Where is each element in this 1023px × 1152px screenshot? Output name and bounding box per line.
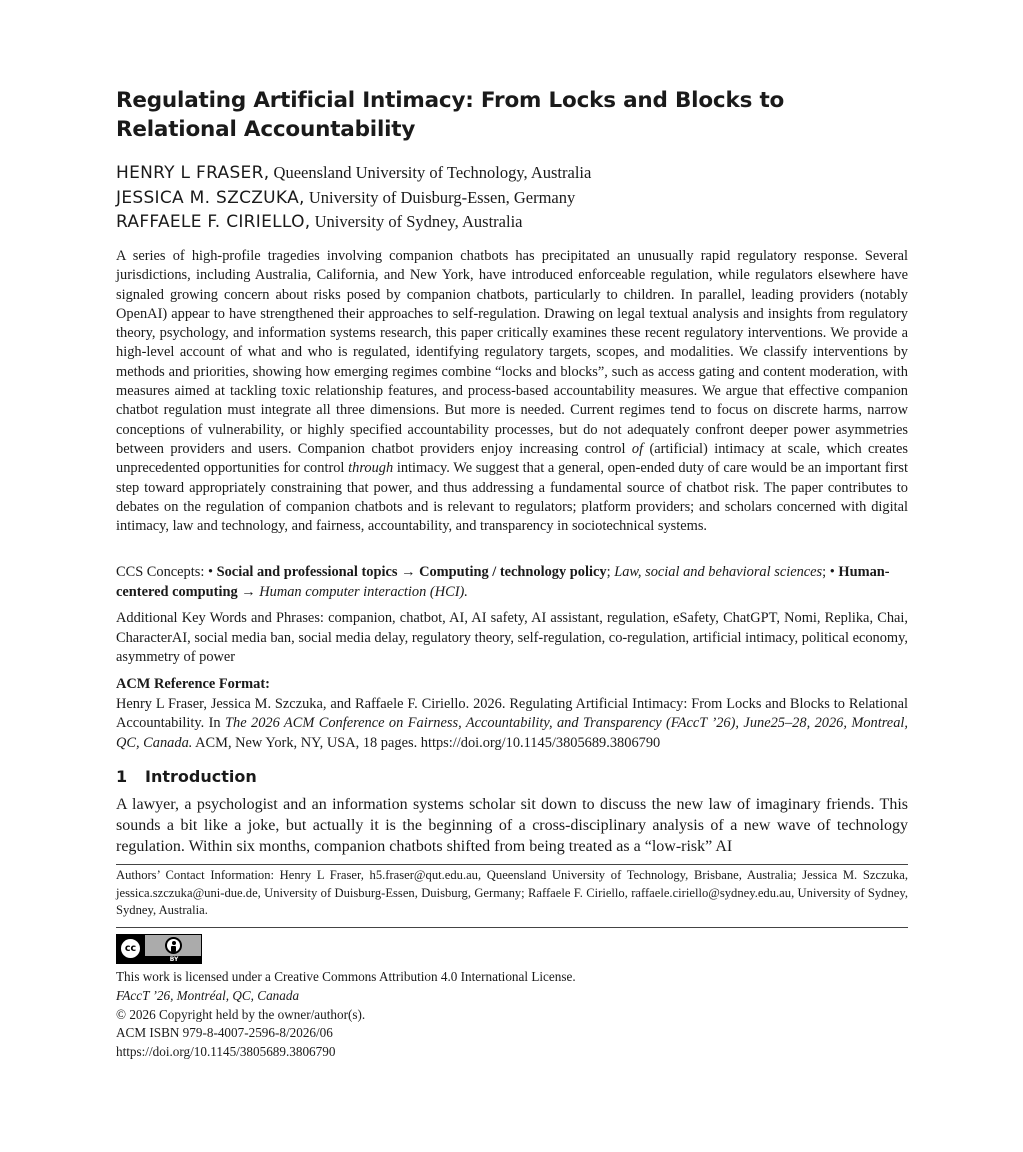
cc-by-label: BY bbox=[169, 956, 179, 963]
attribution-icon-head bbox=[172, 941, 176, 945]
ccs-arrow: → bbox=[241, 583, 256, 600]
isbn-line: ACM ISBN 979-8-4007-2596-8/2026/06 bbox=[116, 1025, 333, 1041]
ccs-concept-main: Human-centered computing bbox=[116, 564, 890, 600]
abstract-text: intimacy. We suggest that a general, open-ended duty of care would be an important first step toward appropriately constraining that power, and thus addressing a fundamental source of chatbot risk. The paper contributes to debates on the regulation of companion chatbots and is relevant to regulators; platform providers; and scholars concerned with digital intimacy, law and technology, and fairness, accountability, and transparency in sociotechnical systems. bbox=[116, 460, 908, 535]
keywords-text: companion, chatbot, AI, AI safety, AI assistant, regulation, eSafety, ChatGPT, Nomi, Replika, Chai, CharacterAI, social media ban, social media delay, regulatory theory, self-regulation, co-regulation, artificial intimacy, political economy, asymmetry of power bbox=[116, 610, 908, 665]
acm-reference-body bbox=[116, 695, 908, 754]
introduction-paragraph: A lawyer, a psychologist and an information systems scholar sit down to discuss the new law of imaginary friends. This sounds a bit like a joke, but actually it is the beginning of a cross-disciplinary analysis of a new wave of technology regulation. Within six months, companion chatbots shifted from being treated as a “low-risk” AI bbox=[116, 796, 908, 855]
ccs-label: CCS Concepts: bbox=[116, 564, 208, 580]
paper-title: Regulating Artificial Intimacy: From Locks and Blocks to Relational Accountability bbox=[116, 88, 785, 142]
ccs-bullet: • bbox=[829, 564, 835, 580]
license-divider bbox=[116, 927, 908, 928]
acm-reference-venue: The 2026 ACM Conference on Fairness, Accountability, and Transparency (FAccT ’26), June25–28, 2026, Montreal, QC, Canada. bbox=[116, 715, 908, 751]
author-name: RAFFAELE F. CIRIELLO, bbox=[116, 212, 311, 232]
author-affiliation: Queensland University of Technology, Australia bbox=[269, 163, 592, 182]
acm-reference-text: Henry L Fraser, Jessica M. Szczuka, and Raffaele F. Ciriello. 2026. Regulating Artificial Intimacy: From Locks and Blocks to Relational Accountability. In bbox=[116, 695, 908, 731]
license-footer bbox=[116, 968, 908, 1062]
ccs-concept-sub: Computing / technology policy bbox=[419, 564, 607, 580]
author-affiliation: University of Duisburg-Essen, Germany bbox=[304, 187, 576, 207]
ccs-arrow: → bbox=[401, 564, 416, 580]
ccs-separator: ; bbox=[606, 564, 611, 580]
attribution-icon-body bbox=[171, 946, 176, 952]
attribution-icon bbox=[165, 937, 182, 954]
author-affiliation: University of Sydney, Australia bbox=[310, 212, 523, 231]
abstract bbox=[116, 247, 908, 536]
keywords bbox=[116, 609, 908, 668]
author-entry bbox=[116, 163, 908, 188]
section-heading bbox=[116, 767, 908, 786]
abstract-text: A series of high-profile tragedies involving companion chatbots has precipitated an unusually rapid regulatory response. Several jurisdictions, including Australia, California, and New York, have introduced enforceable regulation, while regulators elsewhere have signaled growing concern about risks posed by companion chatbots, particularly to children. In parallel, leading providers (notably OpenAI) appear to have strengthened their approaches to self-regulation. Drawing on legal textual analysis and insights from regulatory theory, psychology, and information systems research, this paper critically examines these recent regulatory interventions. We provide a high-level account of what and who is regulated, identifying regulatory targets, scopes, and modalities. We classify interventions by methods and priorities, showing how emerging regimes combine “locks and blocks”, such as access gating and content moderation, with measures aimed at tackling toxic relationship features, and process-based accountability measures. We argue that effective companion chatbot regulation must integrate all three dimensions. But more is needed. Current regimes tend to focus on discrete harms, narrow conceptions of vulnerability, or highly specified accountability processes, but do not adequately confront deeper power asymmetries between providers and users. Companion chatbot providers enjoy increasing control bbox=[116, 248, 908, 457]
ccs-concepts bbox=[116, 563, 908, 602]
creative-commons-icon: cc bbox=[119, 937, 142, 960]
abstract-emphasis: of bbox=[631, 440, 644, 457]
footnote-divider bbox=[116, 864, 908, 865]
section-title: Introduction bbox=[145, 767, 257, 786]
doi-link[interactable]: https://doi.org/10.1145/3805689.3806790 bbox=[116, 1044, 336, 1060]
ccs-concept-sub: Human computer interaction (HCI). bbox=[259, 583, 468, 600]
author-list bbox=[116, 163, 908, 237]
copyright-line: © 2026 Copyright held by the owner/author(s). bbox=[116, 1006, 366, 1022]
acm-reference-heading: ACM Reference Format: bbox=[116, 676, 270, 692]
conference-info: FAccT ’26, Montréal, QC, Canada bbox=[116, 987, 300, 1003]
cc-by-license-badge bbox=[116, 934, 202, 964]
ccs-separator: ; bbox=[822, 564, 827, 580]
abstract-emphasis: through bbox=[348, 460, 394, 477]
author-entry bbox=[116, 188, 908, 213]
acm-reference-text: ACM, New York, NY, USA, 18 pages. https://doi.org/10.1145/3805689.3806790 bbox=[192, 734, 661, 751]
author-entry bbox=[116, 212, 908, 237]
acm-reference-format bbox=[116, 675, 908, 753]
ccs-concept-extra: Law, social and behavioral sciences bbox=[614, 564, 823, 580]
section-number: 1 bbox=[116, 767, 128, 786]
keywords-label: Additional Key Words and Phrases: bbox=[116, 610, 324, 626]
abstract-text: (artificial) intimacy at scale, which creates unprecedented opportunities for control bbox=[116, 440, 908, 477]
ccs-bullet: • bbox=[207, 564, 213, 580]
license-statement: This work is licensed under a Creative Commons Attribution 4.0 International License. bbox=[116, 969, 576, 984]
ccs-concept-main: Social and professional topics bbox=[216, 564, 398, 580]
author-name: JESSICA M. SZCZUKA, bbox=[116, 187, 305, 208]
author-name: HENRY L FRASER, bbox=[116, 163, 270, 183]
author-contact-info: Authors’ Contact Information: Henry L Fraser, h5.fraser@qut.edu.au, Queensland University of Technology, Brisbane, Australia; Jessica M. Szczuka, jessica.szczuka@uni-due.de, University of Duisburg-Essen, Duisburg, Germany; Raffaele F. Ciriello, raffaele.ciriello@sydney.edu.au, University of Sydney, Sydney, Australia. bbox=[116, 868, 908, 917]
